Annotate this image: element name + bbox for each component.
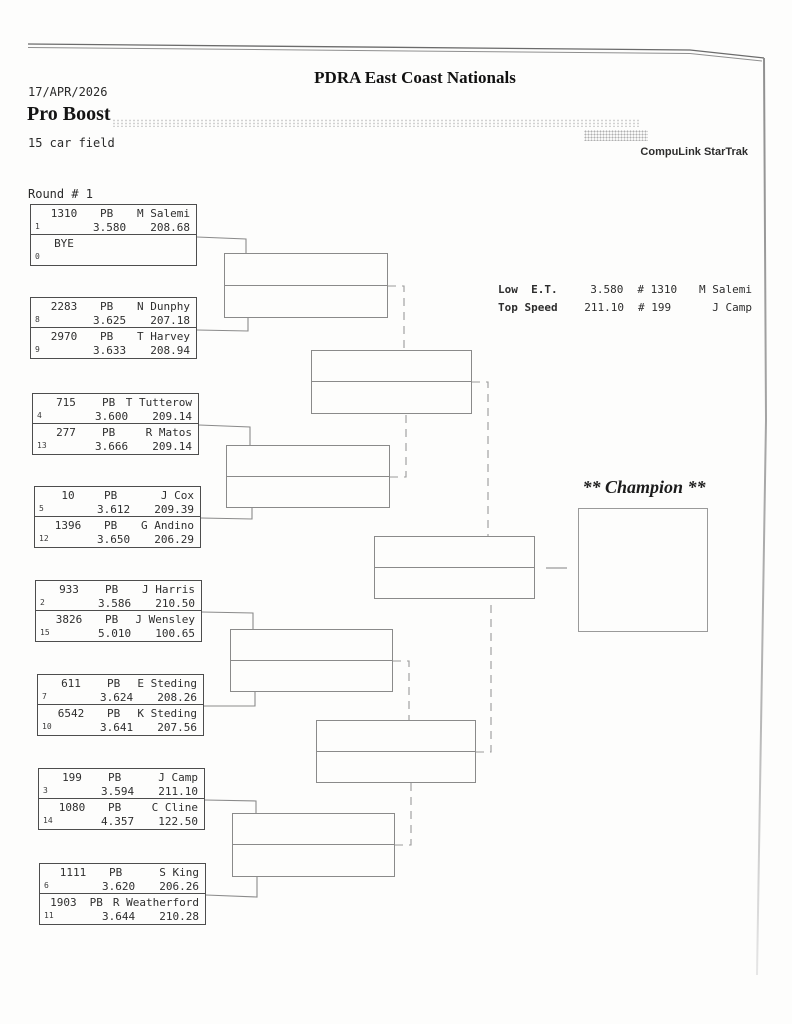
speed: 208.68: [150, 221, 190, 234]
class-abbr: PB: [104, 519, 118, 532]
seed-number: 7: [42, 692, 47, 701]
driver-name: E Steding: [137, 677, 197, 690]
driver-name: R Matos: [145, 426, 192, 439]
final-slot: [375, 568, 534, 599]
class-abbr: PB: [100, 330, 114, 343]
elapsed-time: 3.600: [95, 410, 129, 423]
scan-artifact-speckle-patch: [584, 130, 648, 141]
bracket-entry: [35, 517, 200, 547]
car-number: 715: [56, 396, 76, 409]
bracket-entry: [31, 205, 196, 235]
driver-name: J Camp: [158, 771, 198, 784]
elapsed-time: 3.650: [97, 533, 131, 546]
car-number: 611: [61, 677, 81, 690]
bye-label: BYE: [54, 237, 74, 250]
seed-number: 4: [37, 411, 42, 420]
bracket-entry: [38, 675, 203, 705]
elapsed-time: 3.620: [102, 880, 136, 893]
class-abbr: PB: [89, 896, 103, 909]
round2-box-3: [230, 629, 393, 692]
elapsed-time: 3.644: [102, 910, 136, 923]
elapsed-time: 3.612: [97, 503, 131, 516]
event-date: 17/APR/2026: [28, 85, 108, 99]
speed: 209.39: [154, 503, 194, 516]
driver-name: J Wensley: [135, 613, 195, 626]
elapsed-time: 3.594: [101, 785, 135, 798]
low-et-car-number: # 1310: [637, 283, 678, 296]
round2-slot: [225, 286, 387, 318]
driver-name: R Weatherford: [112, 896, 199, 909]
elapsed-time: 4.357: [101, 815, 135, 828]
driver-name: G Andino: [141, 519, 194, 532]
elapsed-time: 3.666: [95, 440, 129, 453]
round2-slot: [233, 845, 394, 876]
round2-box-1: [224, 253, 388, 318]
bracket-entry: [33, 424, 198, 454]
speed: 211.10: [158, 785, 198, 798]
elapsed-time: 3.624: [100, 691, 134, 704]
seed-number: 3: [43, 786, 48, 795]
class-title: Pro Boost: [27, 103, 111, 125]
speed: 210.50: [155, 597, 195, 610]
top-speed-driver: J Camp: [712, 301, 752, 314]
speed: 100.65: [155, 627, 195, 640]
car-number: 2970: [50, 330, 78, 343]
round1-pair-8: [39, 863, 206, 925]
bracket-entry: [33, 394, 198, 424]
speed: 210.28: [159, 910, 199, 923]
round2-slot: [227, 477, 389, 508]
elapsed-time: 3.641: [100, 721, 134, 734]
driver-name: T Tutterow: [125, 396, 192, 409]
class-abbr: PB: [107, 677, 121, 690]
car-number: 10: [61, 489, 75, 502]
top-speed-label: Top Speed: [498, 301, 558, 314]
timing-system-brand: CompuLink StarTrak: [640, 146, 748, 158]
class-abbr: PB: [108, 771, 122, 784]
bracket-entry: [39, 799, 204, 829]
champion-label: ** Champion **: [582, 477, 706, 497]
elapsed-time: 3.625: [93, 314, 127, 327]
seed-number: 8: [35, 315, 40, 324]
round1-pair-1: [30, 204, 197, 266]
low-et-label: Low E.T.: [498, 283, 558, 296]
driver-name: K Steding: [137, 707, 197, 720]
class-abbr: PB: [109, 866, 123, 879]
seed-number: 2: [40, 598, 45, 607]
event-stats: [498, 283, 752, 319]
car-number: 1396: [54, 519, 82, 532]
class-abbr: PB: [104, 489, 118, 502]
car-number: 3826: [55, 613, 83, 626]
speed: 209.14: [152, 410, 192, 423]
round2-slot: [233, 814, 394, 845]
seed-number: 1: [35, 222, 40, 231]
speed: 122.50: [158, 815, 198, 828]
seed-number: 12: [39, 534, 49, 543]
elapsed-time: 5.010: [98, 627, 132, 640]
final-slot: [375, 537, 534, 568]
bracket-entry: [38, 705, 203, 735]
driver-name: J Cox: [160, 489, 194, 502]
low-et-row: [498, 283, 752, 296]
round2-slot: [227, 446, 389, 477]
champion-box: [578, 508, 708, 632]
semifinal-box-1: [311, 350, 472, 414]
scan-artifact-top-edge-2: [28, 48, 762, 62]
speed: 209.14: [152, 440, 192, 453]
round1-pair-6: [37, 674, 204, 736]
class-abbr: PB: [105, 613, 119, 626]
round2-slot: [231, 661, 392, 692]
driver-name: M Salemi: [137, 207, 190, 220]
semifinal-slot: [312, 351, 471, 382]
field-size: 15 car field: [28, 136, 115, 150]
bracket-entry: [40, 894, 205, 924]
seed-number: 10: [42, 722, 52, 731]
speed: 208.26: [157, 691, 197, 704]
driver-name: J Harris: [142, 583, 195, 596]
driver-name: N Dunphy: [137, 300, 190, 313]
top-speed-value: 211.10: [584, 301, 624, 314]
bracket-entry: [40, 864, 205, 894]
speed: 207.56: [157, 721, 197, 734]
round1-pair-3: [32, 393, 199, 455]
scan-artifact-top-edge: [28, 44, 764, 58]
car-number: 1080: [58, 801, 86, 814]
round1-pair-2: [30, 297, 197, 359]
car-number: 6542: [57, 707, 85, 720]
car-number: 277: [56, 426, 76, 439]
seed-number: 9: [35, 345, 40, 354]
car-number: 1903: [50, 896, 77, 909]
bracket-entry: [31, 328, 196, 358]
round1-pair-5: [35, 580, 202, 642]
class-abbr: PB: [102, 426, 116, 439]
event-title: PDRA East Coast Nationals: [314, 68, 516, 87]
bracket-entry: [31, 235, 196, 265]
driver-name: T Harvey: [137, 330, 190, 343]
round-number: Round # 1: [28, 187, 94, 201]
class-abbr: PB: [107, 707, 121, 720]
class-abbr: PB: [100, 300, 114, 313]
class-abbr: PB: [102, 396, 116, 409]
round2-box-2: [226, 445, 390, 508]
class-abbr: PB: [100, 207, 114, 220]
driver-name: S King: [159, 866, 199, 879]
elapsed-time: 3.586: [98, 597, 132, 610]
round1-pair-7: [38, 768, 205, 830]
round1-connectors: [197, 237, 257, 897]
driver-name: C Cline: [151, 801, 198, 814]
bracket-entry: [35, 487, 200, 517]
class-abbr: PB: [108, 801, 122, 814]
scan-artifact-speckle-band: [112, 119, 640, 127]
round2-box-4: [232, 813, 395, 877]
seed-number: 13: [37, 441, 47, 450]
semifinal-slot: [317, 721, 475, 752]
low-et-driver: M Salemi: [699, 283, 752, 296]
scan-artifact-right-edge: [757, 58, 766, 975]
speed: 207.18: [150, 314, 190, 327]
low-et-value: 3.580: [590, 283, 624, 296]
semifinal-box-2: [316, 720, 476, 783]
car-number: 933: [59, 583, 79, 596]
bracket-entry: [36, 611, 201, 641]
bracket-entry: [31, 298, 196, 328]
car-number: 1111: [59, 866, 87, 879]
bracket-entry: [39, 769, 204, 799]
round2-slot: [225, 254, 387, 286]
elapsed-time: 3.633: [93, 344, 127, 357]
seed-number: 15: [40, 628, 50, 637]
bracket-entry: [36, 581, 201, 611]
semifinal-slot: [312, 382, 471, 413]
seed-number: 14: [43, 816, 53, 825]
car-number: 199: [62, 771, 82, 784]
speed: 206.26: [159, 880, 199, 893]
top-speed-row: [498, 301, 752, 314]
car-number: 1310: [50, 207, 78, 220]
seed-number: 0: [35, 252, 40, 261]
top-speed-car-number: # 199: [638, 301, 672, 314]
elapsed-time: 3.580: [93, 221, 127, 234]
car-number: 2283: [50, 300, 78, 313]
seed-number: 6: [44, 881, 49, 890]
class-abbr: PB: [105, 583, 119, 596]
seed-number: 5: [39, 504, 44, 513]
seed-number: 11: [44, 911, 54, 920]
semifinal-slot: [317, 752, 475, 783]
round2-slot: [231, 630, 392, 661]
speed: 208.94: [150, 344, 190, 357]
speed: 206.29: [154, 533, 194, 546]
final-box: [374, 536, 535, 599]
round1-pair-4: [34, 486, 201, 548]
